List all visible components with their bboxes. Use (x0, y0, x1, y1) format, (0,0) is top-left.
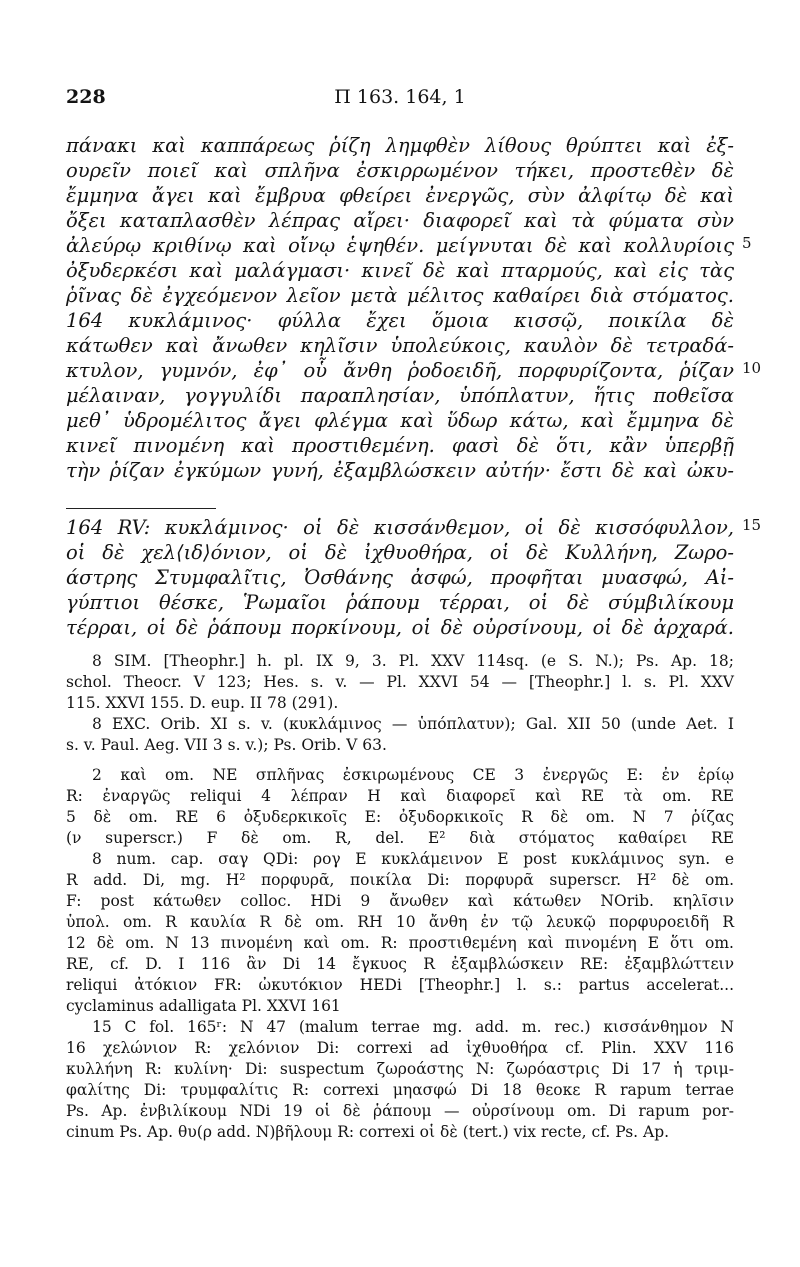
source-line: 8 EXC. Orib. XI s. v. (κυκλάμινος — ὑπόπλατυν); Gal. XII 50 (unde Aet. I (92, 715, 734, 733)
apparatus-line: cinum Ps. Ap. θυ(ρ add. N)βῆλουμ R: correxi οἱ δὲ (tert.) vix recte, cf. Ps. Ap. (66, 1123, 670, 1141)
apparatus-line: R add. Di, mg. H² πορφυρᾶ, ποικίλα Di: πορφυρᾶ superscr. H² δὲ om. (66, 871, 734, 889)
text-line: ῥῖνας δὲ ἐγχεόμενον λεῖον μετὰ μέλιτος καθαίρει διὰ στόματος. (66, 284, 734, 307)
source-line: 115. XXVI 155. D. eup. II 78 (291). (66, 694, 339, 712)
text-line: 164 κυκλάμινος· φύλλα ἔχει ὅμοια κισσῷ, ποικίλα δὲ (66, 309, 734, 332)
apparatus-line: ὑπολ. om. R καυλία R δὲ om. RH 10 ἄνθη ἐν τῷ λευκῷ πορφυροειδῆ R (66, 913, 734, 931)
apparatus-line: 16 χελώνιον R: χελόνιον Di: correxi ad ἰχθυοθήρα cf. Plin. XXV 116 (66, 1039, 734, 1057)
text-line: τὴν ῥίζαν ἐγκύμων γυνή, ἐξαμβλώσκειν αὐτήν· ἔστι δὲ καὶ ὠκυ- (66, 459, 734, 482)
synonyms-block (66, 516, 762, 641)
synonym-line: τέρραι, οἱ δὲ ῥάπουμ πορκίνουμ, οἱ δὲ οὐρσίνουμ, οἱ δὲ ἀρχαρά. (66, 616, 734, 639)
page-number: 228 (66, 86, 106, 108)
apparatus-line: Ps. Ap. ἐνβιλίκουμ NDi 19 οἱ δὲ ῥάπουμ — οὐρσίνουμ om. Di rapum por- (66, 1102, 734, 1120)
apparatus-line: 8 num. cap. σαγ QDi: ρογ E κυκλάμεινον E post κυκλάμινος syn. e (92, 850, 734, 868)
text-line: κτυλον, γυμνόν, ἐφ᾽ οὗ ἄνθη ῥοδοειδῆ, πορφυρίζοντα, ῥίζαν 10 (66, 359, 762, 382)
apparatus-line: F: post κάτωθεν colloc. HDi 9 ἄνωθεν καὶ κάτωθεν NOrib. κηλῖσιν (66, 892, 734, 910)
apparatus-line: reliqui ἀτόκιον FR: ὠκυτόκιον HEDi [Theophr.] l. s.: partus accelerat... (66, 976, 734, 994)
sources-block (66, 652, 734, 757)
apparatus-line: κυλλήνη R: κυλίνη· Di: suspectum ζωροάστης N: ζωρόαστρις Di 17 ἡ τριμ- (66, 1060, 734, 1078)
source-line: s. v. Paul. Aeg. VII 3 s. v.); Ps. Orib. V 63. (66, 736, 387, 754)
main-text (66, 134, 762, 484)
text-line: μέλαιναν, γογγυλίδι παραπλησίαν, ὑπόπλατυν, ἥτις ποθεῖσα (66, 384, 734, 407)
text-line: ἀλεύρῳ κριθίνῳ καὶ οἴνῳ ἑψηθέν. μείγνυται δὲ καὶ κολλυρίοις 5 (66, 234, 752, 257)
synonym-line: άστρης Στυμφαλῖτις, Ὀσθάνης ἀσφώ, προφῆται μυασφώ, Αἰ- (66, 566, 734, 589)
running-title: Π 163. 164, 1 (334, 86, 466, 108)
apparatus-line: 15 C fol. 165ʳ: N 47 (malum terrae mg. add. m. rec.) κισσάνθημον N (92, 1018, 734, 1036)
separator-rule (66, 508, 216, 509)
apparatus-block (66, 766, 734, 1144)
synonym-line: οἱ δὲ χελ⟨ιδ⟩όνιον, οἱ δὲ ἰχθυοθήρα, οἱ δὲ Κυλλήνη, Ζωρο- (66, 541, 734, 564)
apparatus-line: R: ἐναργῶς reliqui 4 λέπραν H καὶ διαφορεῖ καὶ RE τὰ om. RE (66, 787, 734, 805)
text-line: κάτωθεν καὶ ἄνωθεν κηλῖσιν ὑπολεύκοις, καυλὸν δὲ τετραδά- (66, 334, 734, 357)
synonym-line: 164 RV: κυκλάμινος· οἱ δὲ κισσάνθεμον, οἱ δὲ κισσόφυλλον, 15 (66, 516, 762, 539)
apparatus-line: φαλίτης Di: τρυμφαλίτις R: correxi μηασφώ Di 18 θεοκε R rapum terrae (66, 1081, 734, 1099)
line-number: 15 (742, 516, 762, 534)
apparatus-line: cyclaminus adalligata Pl. XXVI 161 (66, 997, 341, 1015)
text-line: πάνακι καὶ καππάρεως ῥίζη λημφθὲν λίθους θρύπτει καὶ ἐξ- (66, 134, 734, 157)
text-line: ὄξει καταπλασθὲν λέπρας αἴρει· διαφορεῖ καὶ τὰ φύματα σὺν (66, 209, 734, 232)
text-line: κινεῖ πινομένη καὶ προστιθεμένη. φασὶ δὲ ὅτι, κἂν ὑπερβῇ (66, 434, 734, 457)
apparatus-line: RE, cf. D. I 116 ἂν Di 14 ἔγκυος R ἐξαμβλώσκειν RE: ἐξαμβλώττειν (66, 955, 734, 973)
apparatus-line: 12 δὲ om. N 13 πινομένη καὶ om. R: προστιθεμένη καὶ πινομένη E ὅτι om. (66, 934, 734, 952)
line-number: 5 (742, 234, 752, 252)
text-line: ὀξυδερκέσι καὶ μαλάγμασι· κινεῖ δὲ καὶ πταρμούς, καὶ εἰς τὰς (66, 259, 734, 282)
apparatus-line: 2 καὶ om. NE σπλῆνας ἐσκιρωμένους CE 3 ἐνεργῶς E: ἐν ἐρίῳ (92, 766, 734, 784)
text-line: ἔμμηνα ἄγει καὶ ἔμβρυα φθείρει ἐνεργῶς, σὺν ἀλφίτῳ δὲ καὶ (66, 184, 734, 207)
synonym-line: γύπτιοι θέσκε, Ῥωμαῖοι ῥάπουμ τέρραι, οἱ δὲ σύμβιλίκουμ (66, 591, 734, 614)
text-line: μεθ᾽ ὑδρομέλιτος ἄγει φλέγμα καὶ ὕδωρ κάτω, καὶ ἔμμηνα δὲ (66, 409, 734, 432)
line-number: 10 (742, 359, 762, 377)
text-line: ουρεῖν ποιεῖ καὶ σπλῆνα ἐσκιρρωμένον τήκει, προστεθὲν δὲ (66, 159, 734, 182)
source-line: schol. Theocr. V 123; Hes. s. v. — Pl. XXVI 54 — [Theophr.] l. s. Pl. XXV (66, 673, 734, 691)
source-line: 8 SIM. [Theophr.] h. pl. IX 9, 3. Pl. XXV 114sq. (e S. N.); Ps. Ap. 18; (92, 652, 734, 670)
apparatus-line: (ν superscr.) F δὲ om. R, del. E² διὰ στόματος καθαίρει RE (66, 829, 734, 847)
apparatus-line: 5 δὲ om. RE 6 ὀξυδερκικοῖς E: ὀξυδορκικοῖς R δὲ om. N 7 ῥίζας (66, 808, 734, 826)
page-header (66, 86, 734, 116)
